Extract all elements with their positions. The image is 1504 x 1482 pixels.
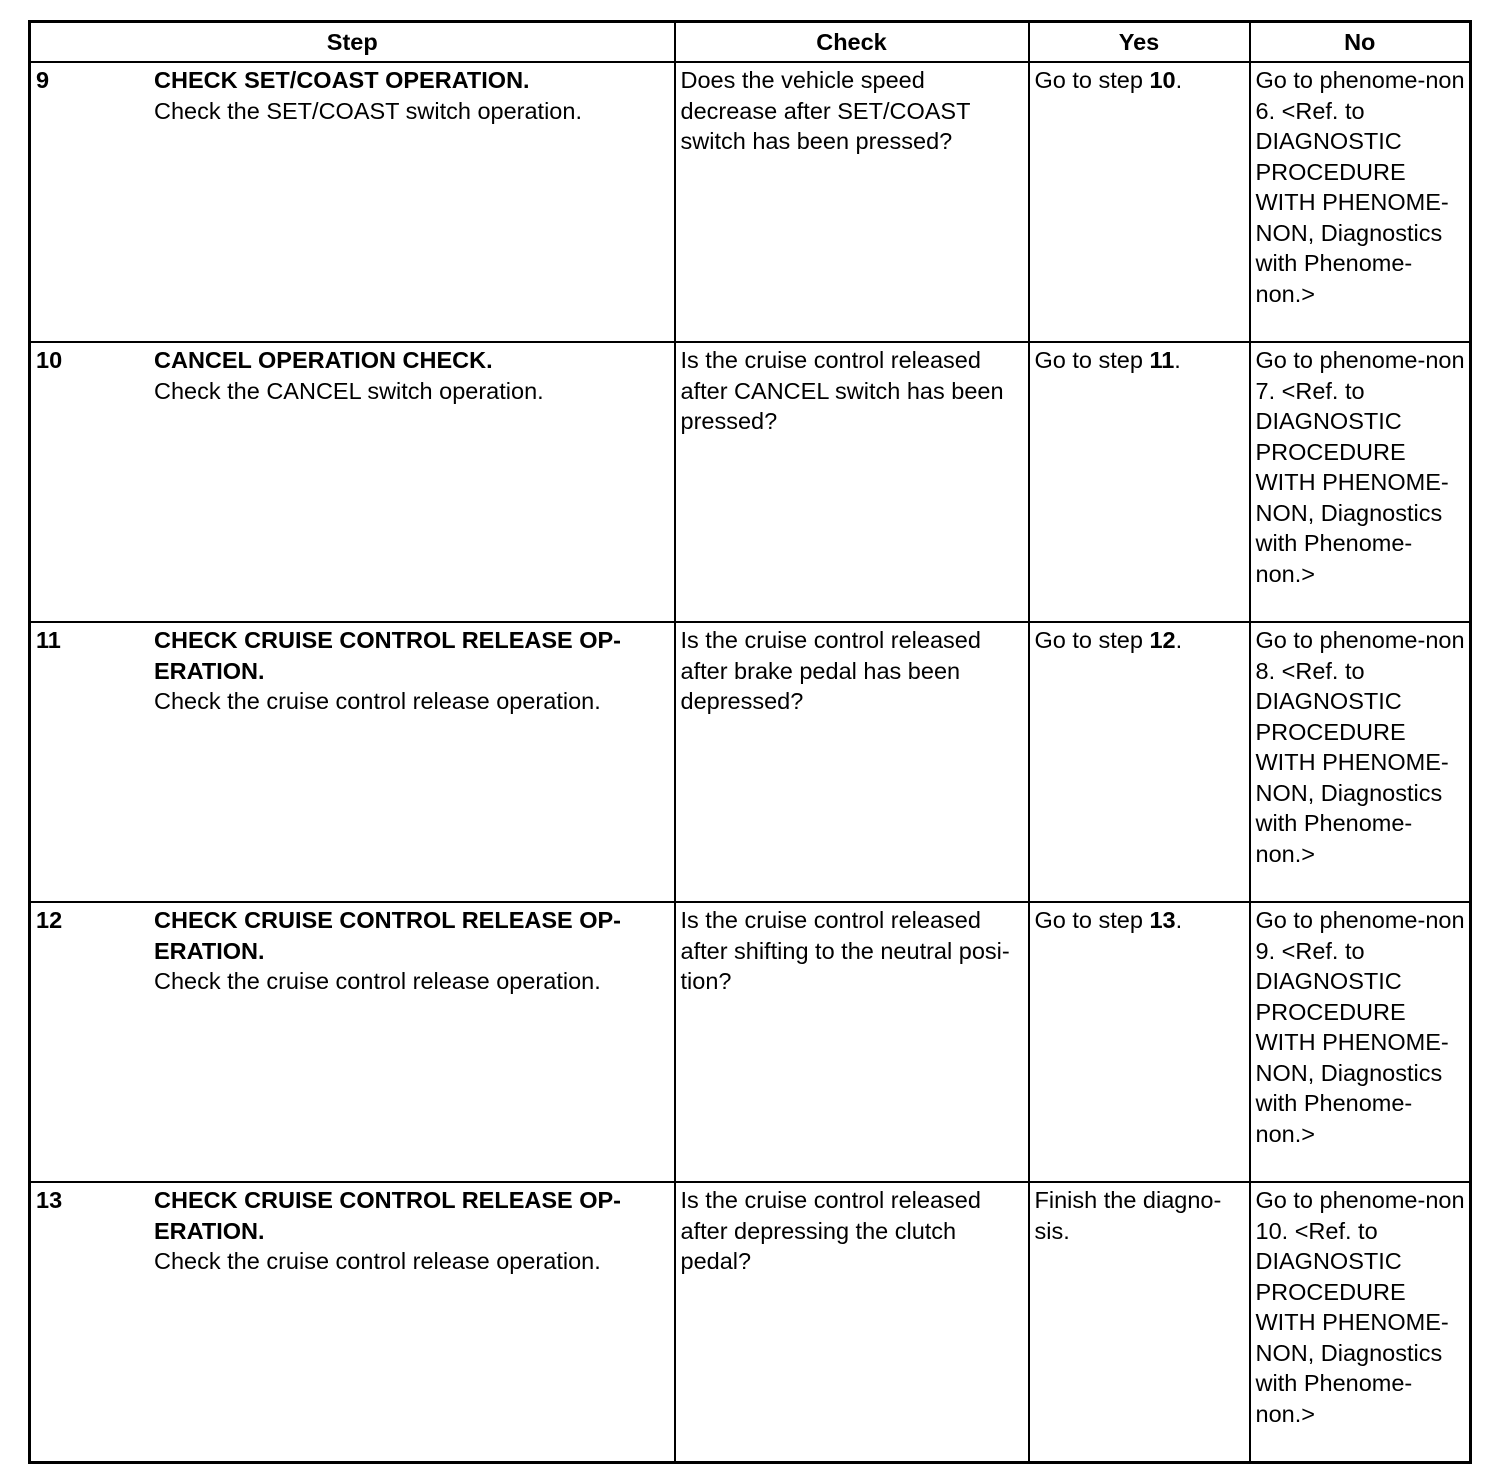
step-title: CHECK CRUISE CONTROL RELEASE OP-ERATION. bbox=[154, 627, 621, 684]
yes-step-link: 12 bbox=[1149, 627, 1176, 653]
check-cell: Is the cruise control released after shifting to the neutral posi-tion? bbox=[675, 902, 1029, 1182]
yes-suffix: . bbox=[1175, 627, 1183, 653]
step-description: Check the cruise control release operation. bbox=[154, 1248, 601, 1274]
yes-cell bbox=[1029, 622, 1250, 902]
step-number: 11 bbox=[36, 627, 61, 653]
step-number: 9 bbox=[36, 67, 50, 93]
header-row bbox=[30, 22, 1471, 63]
header-step: Step bbox=[30, 22, 675, 63]
step-description: Check the SET/COAST switch operation. bbox=[154, 97, 582, 124]
yes-text: Go to step bbox=[1034, 67, 1150, 93]
no-text: Go to phenome-non 8. <Ref. to DIAGNOSTIC PROCEDURE WITH PHENOME-NON, Diagnostics with Phenome-non.> bbox=[1255, 627, 1465, 867]
yes-text: Go to step bbox=[1034, 347, 1150, 373]
step-description: Check the cruise control release operation. bbox=[154, 688, 601, 714]
step-cell bbox=[30, 62, 675, 342]
yes-step-link: 10 bbox=[1149, 67, 1176, 93]
header-no: No bbox=[1250, 22, 1471, 63]
no-cell bbox=[1250, 622, 1471, 902]
yes-text: Go to step bbox=[1034, 907, 1150, 933]
check-cell: Is the cruise control released after depressing the clutch pedal? bbox=[675, 1182, 1029, 1462]
no-cell bbox=[1250, 1182, 1471, 1462]
step-number: 12 bbox=[36, 907, 63, 933]
no-text: Go to phenome-non 6. <Ref. to DIAGNOSTIC PROCEDURE WITH PHENOME-NON, Diagnostics with Phenome-non.> bbox=[1255, 67, 1465, 307]
step-cell bbox=[30, 622, 675, 902]
step-description: Check the CANCEL switch operation. bbox=[154, 377, 544, 404]
diagnostic-table bbox=[28, 20, 1472, 1464]
yes-cell bbox=[1029, 1182, 1250, 1462]
header-check: Check bbox=[675, 22, 1029, 63]
no-cell bbox=[1250, 902, 1471, 1182]
table-row bbox=[30, 342, 1471, 622]
check-cell: Is the cruise control released after brake pedal has been depressed? bbox=[675, 622, 1029, 902]
step-number: 13 bbox=[36, 1187, 63, 1213]
yes-text: Finish the diagno-sis. bbox=[1034, 1187, 1222, 1244]
check-cell: Does the vehicle speed decrease after SET/COAST switch has been pressed? bbox=[675, 62, 1029, 342]
step-cell bbox=[30, 902, 675, 1182]
no-text: Go to phenome-non 7. <Ref. to DIAGNOSTIC PROCEDURE WITH PHENOME-NON, Diagnostics with Phenome-non.> bbox=[1255, 347, 1465, 587]
step-title: CHECK CRUISE CONTROL RELEASE OP-ERATION. bbox=[154, 1187, 621, 1244]
step-cell bbox=[30, 342, 675, 622]
no-text: Go to phenome-non 9. <Ref. to DIAGNOSTIC PROCEDURE WITH PHENOME-NON, Diagnostics with Phenome-non.> bbox=[1255, 907, 1465, 1147]
step-description: Check the cruise control release operation. bbox=[154, 968, 601, 994]
step-number: 10 bbox=[36, 347, 63, 373]
step-title: CHECK SET/COAST OPERATION. bbox=[154, 67, 530, 93]
no-text: Go to phenome-non 10. <Ref. to DIAGNOSTIC PROCEDURE WITH PHENOME-NON, Diagnostics with Phenome-non.> bbox=[1255, 1187, 1465, 1427]
step-title: CANCEL OPERATION CHECK. bbox=[154, 347, 493, 373]
yes-cell bbox=[1029, 62, 1250, 342]
step-title: CHECK CRUISE CONTROL RELEASE OP-ERATION. bbox=[154, 907, 621, 964]
no-cell bbox=[1250, 62, 1471, 342]
yes-cell bbox=[1029, 902, 1250, 1182]
yes-suffix: . bbox=[1174, 347, 1181, 373]
table-row bbox=[30, 62, 1471, 342]
yes-step-link: 13 bbox=[1149, 907, 1176, 933]
no-cell bbox=[1250, 342, 1471, 622]
check-cell: Is the cruise control released after CANCEL switch has been pressed? bbox=[675, 342, 1029, 622]
table-row bbox=[30, 622, 1471, 902]
yes-suffix: . bbox=[1175, 907, 1183, 933]
header-yes: Yes bbox=[1029, 22, 1250, 63]
step-cell bbox=[30, 1182, 675, 1462]
yes-cell bbox=[1029, 342, 1250, 622]
yes-text: Go to step bbox=[1034, 627, 1150, 653]
table-row bbox=[30, 902, 1471, 1182]
table-row bbox=[30, 1182, 1471, 1462]
yes-step-link: 11 bbox=[1149, 347, 1175, 373]
yes-suffix: . bbox=[1175, 67, 1183, 93]
